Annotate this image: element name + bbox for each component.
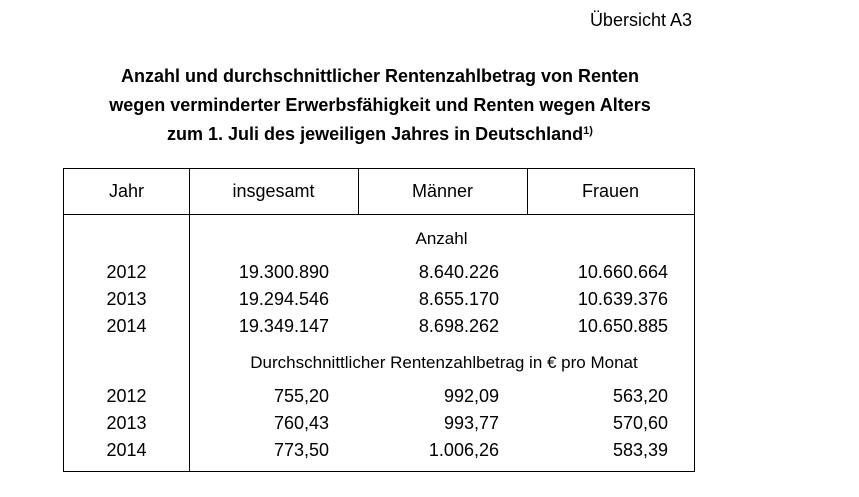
cell-maenner: 993,77 xyxy=(443,413,499,433)
cell-insgesamt: 19.300.890 xyxy=(238,262,329,282)
title-line-2: wegen verminderter Erwerbsfähigkeit und Renten wegen Alters xyxy=(109,95,651,115)
cell-insgesamt: 19.349.147 xyxy=(238,316,329,336)
section-label-durchschnitt: Durchschnittlicher Rentenzahlbetrag in € pro Monat xyxy=(250,353,638,372)
column-divider-header-2 xyxy=(527,169,528,214)
document-reference: Übersicht A3 xyxy=(589,10,692,30)
cell-frauen: 10.660.664 xyxy=(577,262,668,282)
table-row xyxy=(64,262,694,288)
cell-year: 2014 xyxy=(106,440,147,460)
footnote-marker: 1) xyxy=(583,125,593,137)
cell-maenner: 8.655.170 xyxy=(418,289,499,309)
data-table xyxy=(63,168,695,472)
table-row xyxy=(64,386,694,412)
cell-year: 2013 xyxy=(106,289,147,309)
cell-insgesamt: 755,20 xyxy=(273,386,329,406)
cell-year: 2014 xyxy=(106,316,147,336)
title-line-1: Anzahl und durchschnittlicher Rentenzahlbetrag von Renten xyxy=(120,66,640,86)
table-row xyxy=(64,440,694,466)
header-jahr: Jahr xyxy=(108,181,144,201)
cell-maenner: 1.006,26 xyxy=(428,440,499,460)
table-header xyxy=(64,169,694,215)
cell-frauen: 563,20 xyxy=(612,386,668,406)
cell-frauen: 10.650.885 xyxy=(577,316,668,336)
cell-frauen: 583,39 xyxy=(612,440,668,460)
title-line-3 xyxy=(40,120,720,149)
cell-frauen: 10.639.376 xyxy=(577,289,668,309)
cell-maenner: 992,09 xyxy=(443,386,499,406)
table-row xyxy=(64,316,694,342)
section-label-anzahl: Anzahl xyxy=(415,229,468,248)
header-insgesamt: insgesamt xyxy=(232,181,315,201)
table-row xyxy=(64,289,694,315)
cell-year: 2012 xyxy=(106,386,147,406)
cell-insgesamt: 19.294.546 xyxy=(238,289,329,309)
cell-insgesamt: 773,50 xyxy=(273,440,329,460)
cell-maenner: 8.698.262 xyxy=(418,316,499,336)
header-maenner: Männer xyxy=(411,181,474,201)
cell-maenner: 8.640.226 xyxy=(418,262,499,282)
header-frauen: Frauen xyxy=(581,181,640,201)
cell-year: 2013 xyxy=(106,413,147,433)
column-divider-header-1 xyxy=(358,169,359,214)
title-line-3-text: zum 1. Juli des jeweiligen Jahres in Deutschland xyxy=(167,124,584,144)
cell-frauen: 570,60 xyxy=(612,413,668,433)
table-row xyxy=(64,413,694,439)
cell-insgesamt: 760,43 xyxy=(273,413,329,433)
cell-year: 2012 xyxy=(106,262,147,282)
table-title xyxy=(40,62,720,149)
